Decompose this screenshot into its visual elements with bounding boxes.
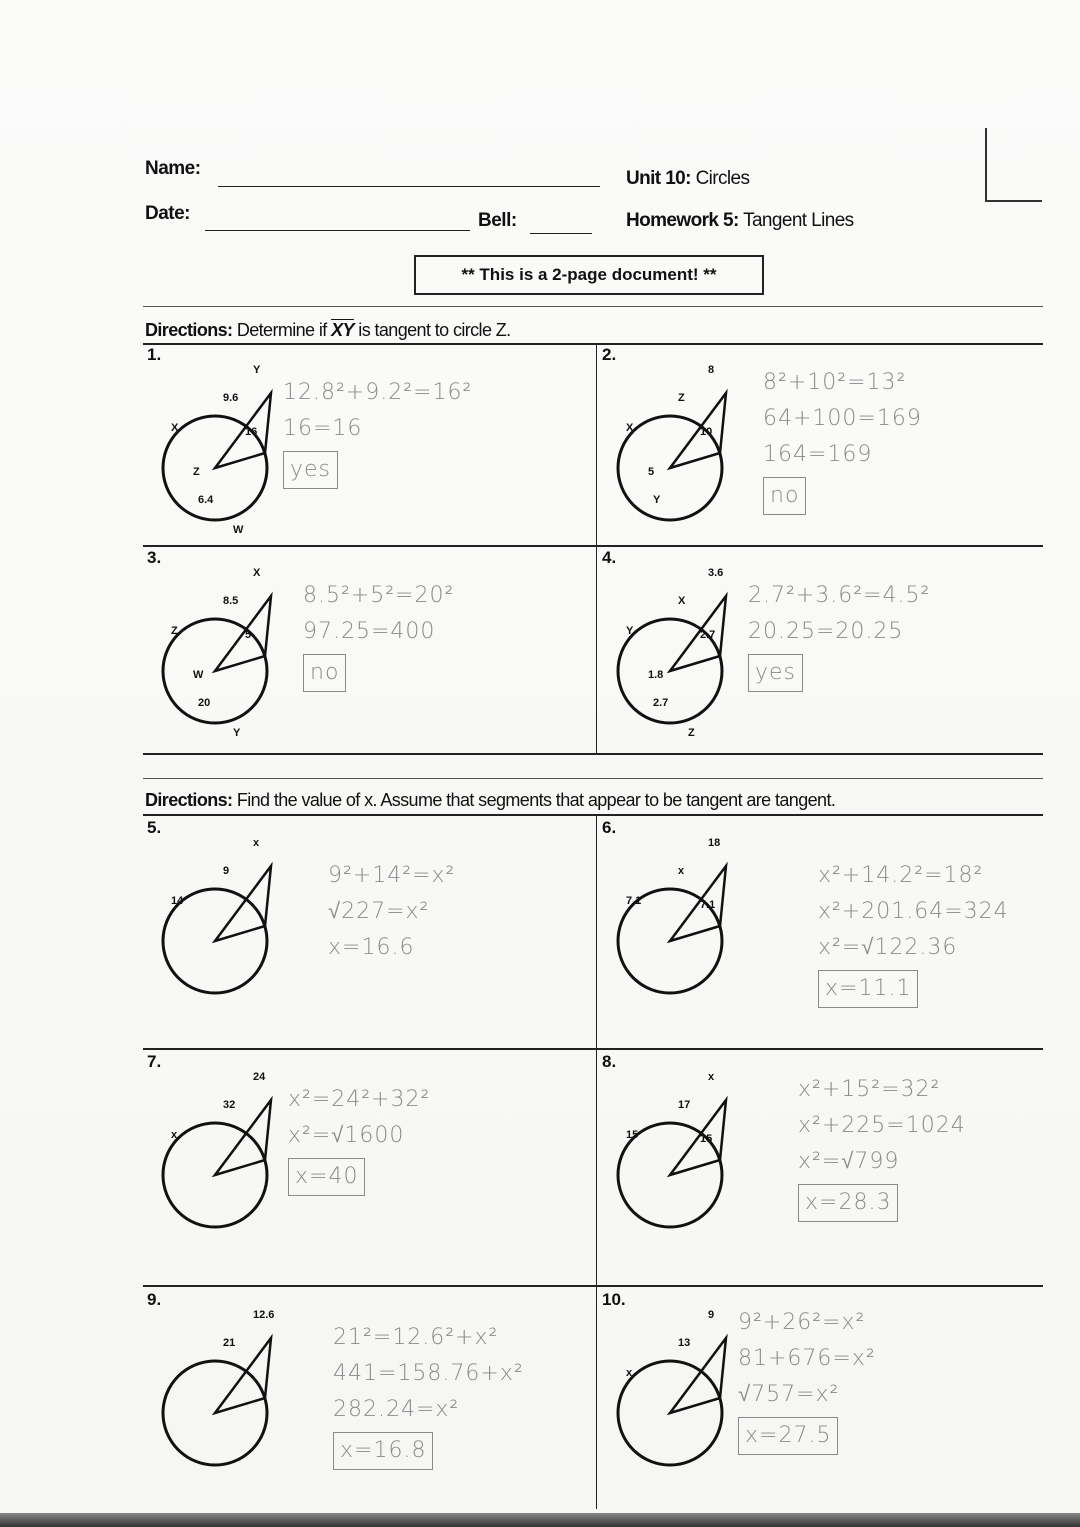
diagram-label: Y [626,625,634,637]
diagram-label: 5 [245,629,252,641]
name-label: Name: [145,158,201,179]
photo-edge [0,1513,1080,1527]
diagram-label: 24 [253,1071,266,1083]
directions-2: Directions: Find the value of x. Assume that segments that appear to be tangent are tangent. [145,790,836,810]
diagram-label: x [678,865,685,877]
problem-number: 4. [602,548,617,567]
work-line: 20.25=20.25 [748,619,904,644]
tangent-segments [215,866,271,941]
diagram-label: x [708,1071,715,1083]
boxed-answer: x=27.5 [738,1417,838,1455]
work-line: 8.5²+5²=20² [303,583,455,608]
diagram-label: X [253,567,261,579]
handwritten-work [283,375,472,489]
diagram-label: 15 [626,1129,639,1141]
boxed-answer: no [763,477,806,515]
diagram-label: Z [678,392,685,404]
column-divider [596,814,597,1509]
diagram-label: 2.7 [700,629,716,641]
tangent-segments [670,393,726,468]
diagram-label: Y [653,494,661,506]
tangent-segments [215,1100,271,1175]
tangent-segments [670,866,726,941]
tangent-segments [215,393,271,468]
diagram-label: 10 [700,426,713,438]
diagram-label: 20 [198,697,211,709]
diagram-label: W [233,524,244,536]
column-divider [596,343,597,753]
diagram-label: 1.8 [648,669,664,681]
work-line: 21²=12.6²+x² [333,1325,499,1350]
work-line: 441=158.76+x² [333,1361,524,1386]
diagram-label: 17 [678,1099,691,1111]
tangent-segments [670,596,726,671]
diagram-label: X [678,595,686,607]
diagram-label: Y [253,364,261,376]
work-line: 64+100=169 [763,406,922,431]
work-line: x²=√1600 [288,1123,405,1148]
problem-3 [143,548,593,748]
date-label: Date: [145,203,191,224]
divider [143,1048,1043,1050]
boxed-answer: no [303,654,346,692]
problem-4 [598,548,1048,748]
diagram-label: 8.5 [223,595,239,607]
work-line: 97.25=400 [303,619,436,644]
problem-1 [143,345,593,545]
diagram-label: x [171,1129,178,1141]
diagram-label: 14 [171,895,184,907]
circle-diagram [153,363,293,553]
work-line: 9²+14²=x² [328,863,456,888]
handwritten-work [738,1305,876,1455]
work-line: 81+676=x² [738,1346,876,1371]
diagram-label: X [171,422,179,434]
diagram-label: 3.6 [708,567,724,579]
diagram-label: 12.6 [253,1309,275,1321]
work-line: x²+201.64=324 [818,899,1009,924]
boxed-answer: x=40 [288,1158,365,1196]
work-line: x=16.6 [328,935,415,960]
handwritten-work [748,578,930,692]
name-field[interactable] [218,186,600,187]
handwritten-work [798,1072,966,1222]
diagram-label: 18 [708,837,721,849]
handwritten-work [328,858,455,966]
circle-diagram [608,363,748,553]
diagram-label: 13 [678,1337,691,1349]
work-line: x²=√799 [798,1149,900,1174]
circle-diagram [153,1070,293,1260]
problem-2 [598,345,1048,545]
boxed-answer: x=11.1 [818,970,918,1008]
problem-number: 1. [147,345,162,364]
work-line: 12.8²+9.2²=16² [283,380,473,405]
date-field[interactable] [205,230,470,231]
diagram-label: X [626,422,634,434]
bell-field[interactable] [530,233,592,234]
notice-box: ** This is a 2-page document! ** [414,255,764,295]
tangent-segments [670,1338,726,1413]
diagram-label: 7.1 [626,895,642,907]
diagram-label: 9 [223,865,230,877]
boxed-answer: x=16.8 [333,1432,433,1470]
handwritten-work [288,1082,430,1196]
circle-diagram [608,1070,748,1260]
work-line: √757=x² [738,1382,840,1407]
boxed-answer: yes [283,451,338,489]
diagram-label: Z [688,727,695,739]
divider [143,1285,1043,1287]
work-line: 164=169 [763,442,873,467]
divider [143,306,1043,307]
diagram-label: W [193,669,204,681]
tangent-segments [670,1100,726,1175]
problem-10 [598,1290,1048,1490]
circle-diagram [608,1308,748,1498]
problem-number: 3. [147,548,162,567]
diagram-label: 15 [700,1133,713,1145]
directions-1: Directions: Determine if $\overline{XY}$ is tangent to circle Z. [145,320,511,340]
boxed-answer: x=28.3 [798,1184,898,1222]
tangent-segments [215,596,271,671]
circle-diagram [608,566,748,756]
handwritten-work [303,578,454,692]
work-line: 9²+26²=x² [738,1310,866,1335]
tangent-segments [215,1338,271,1413]
handwritten-work [818,858,1009,1008]
problem-number: 5. [147,818,162,837]
work-line: x²+225=1024 [798,1113,966,1138]
diagram-label: x [626,1367,633,1379]
work-line: √227=x² [328,899,430,924]
problem-7 [143,1052,593,1252]
diagram-label: 21 [223,1337,236,1349]
diagram-label: 5 [648,466,655,478]
work-line: x²+14.2²=18² [818,863,984,888]
bell-label: Bell: [478,210,517,231]
divider [143,778,1043,779]
diagram-label: 8 [708,364,715,376]
work-line: x²=√122.36 [818,935,958,960]
diagram-label: 32 [223,1099,236,1111]
problem-8 [598,1052,1048,1252]
problem-6 [598,818,1048,1018]
problem-number: 2. [602,345,617,364]
diagram-label: Y [233,727,241,739]
boxed-answer: yes [748,654,803,692]
diagram-label: x [253,837,260,849]
handwritten-work [333,1320,524,1470]
problem-number: 10. [602,1290,626,1309]
diagram-label: 2.7 [653,697,669,709]
work-line: 8²+10²=13² [763,370,907,395]
diagram-label: Z [171,625,178,637]
homework-title: Homework 5: Tangent Lines [626,210,854,231]
diagram-label: 6.4 [198,494,214,506]
circle-diagram [153,1308,293,1498]
problem-number: 7. [147,1052,162,1071]
diagram-label: 9 [708,1309,715,1321]
problem-9 [143,1290,593,1490]
diagram-label: Z [193,466,200,478]
work-line: x²+15²=32² [798,1077,941,1102]
handwritten-work [763,365,922,515]
problem-5 [143,818,593,1018]
circle-diagram [153,836,293,1026]
problem-number: 9. [147,1290,162,1309]
circle-diagram [608,836,748,1026]
work-line: 16=16 [283,416,363,441]
work-line: 2.7²+3.6²=4.5² [748,583,931,608]
diagram-label: 7.1 [700,899,716,911]
problem-number: 6. [602,818,617,837]
problem-number: 8. [602,1052,617,1071]
divider [143,814,1043,816]
diagram-label: 16 [245,426,258,438]
unit-title: Unit 10: Circles [626,168,750,189]
work-line: x²=24²+32² [288,1087,431,1112]
work-line: 282.24=x² [333,1397,460,1422]
diagram-label: 9.6 [223,392,239,404]
circle-diagram [153,566,293,756]
page-corner-mark [985,128,1042,202]
